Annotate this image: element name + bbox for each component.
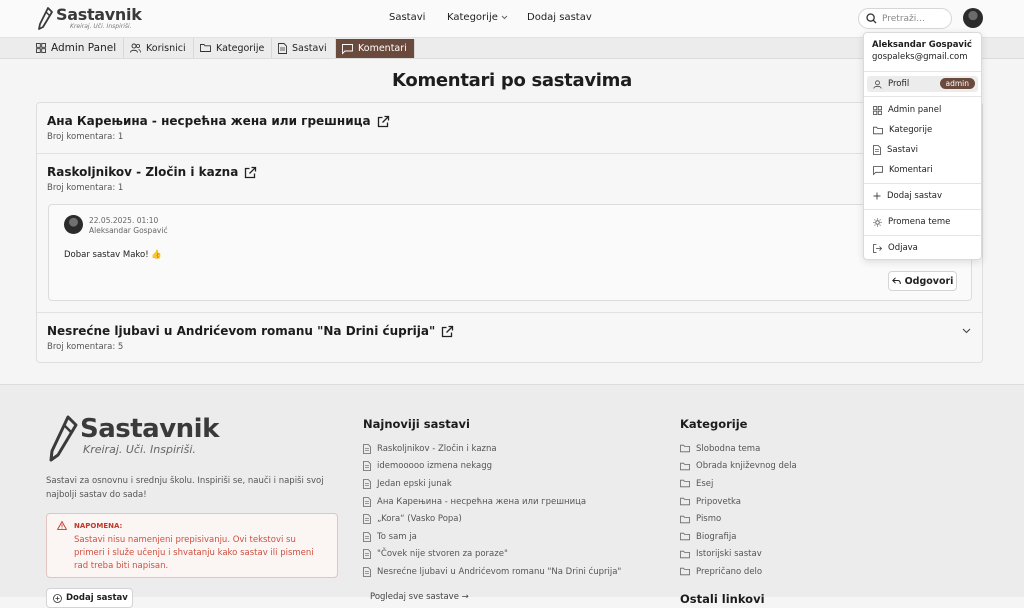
folder-icon [680,532,690,541]
folder-icon [680,515,690,524]
folder-icon [680,497,690,506]
essay-title: Nesrećne ljubavi u Andrićevom romanu "Na Drini ćuprija" [47,324,436,338]
essay-section[interactable] [37,103,982,154]
nav-kategorije-dropdown[interactable] [447,12,517,23]
category-link[interactable] [680,458,797,476]
comment-count: Broj komentara: 1 [47,132,124,142]
document-icon [363,497,371,507]
category-link[interactable] [680,546,797,564]
folder-icon [873,126,883,135]
folder-icon [680,479,690,488]
document-icon [363,479,371,489]
divider [864,71,981,72]
dropdown-item-promena-teme[interactable] [867,214,978,230]
latest-essay-title: Ана Карењина - несрећна жена или грешница [377,496,587,507]
folder-icon [680,550,690,559]
chevron-down-icon [501,15,508,20]
category-link[interactable] [680,440,797,458]
latest-essay-link[interactable] [363,563,621,581]
dropdown-user-email: gospaleks@gmail.com [872,52,968,62]
latest-essay-title: Jedan epski junak [377,478,452,489]
warning-icon [57,521,67,530]
comment-author: Aleksandar Gospavić [89,226,168,235]
document-icon [873,145,881,155]
category-label: Prepričano delo [696,566,763,577]
dropdown-item-label: Odjava [888,243,918,253]
comment-count: Broj komentara: 5 [47,342,124,352]
page-title: Komentari po sastavima [392,70,632,91]
latest-essay-link[interactable] [363,475,621,493]
divider [864,235,981,236]
latest-essay-link[interactable] [363,528,621,546]
admin-tab-kategorije[interactable] [194,38,272,58]
latest-essay-link[interactable] [363,510,621,528]
nav-sastavi-link[interactable]: Sastavi [389,12,426,23]
category-label: Pismo [696,514,722,525]
dropdown-item-label: Kategorije [889,125,933,135]
nav-dodaj-sastav-link[interactable]: Dodaj sastav [527,12,592,23]
user-icon [873,80,882,89]
other-links-heading: Ostali linkovi [680,592,765,606]
plus-icon [873,192,881,200]
external-link-icon[interactable] [244,166,257,179]
essay-title-link[interactable] [47,165,257,179]
latest-essay-title: Raskoljnikov - Zločin i kazna [377,443,497,454]
comment-icon [873,166,883,175]
comment-text: Dobar sastav Mako! 👍 [64,250,162,260]
divider [864,96,981,97]
dropdown-item-label: Komentari [889,165,933,175]
grid-icon [873,106,882,115]
dropdown-item-profil[interactable] [867,76,978,92]
admin-tab-label: Kategorije [216,42,265,54]
category-link[interactable] [680,493,797,511]
latest-essays-list [363,440,621,581]
admin-tab-komentari[interactable] [336,39,415,58]
brand-tagline: Kreiraj. Uči. Inspiriši. [70,23,132,30]
view-all-essays-link[interactable]: Pogledaj sve sastave → [370,592,469,602]
folder-icon [680,567,690,576]
footer-brand-tagline: Kreiraj. Uči. Inspiriši. [83,443,196,456]
brand-name: Sastavnik [56,5,142,24]
category-link[interactable] [680,528,797,546]
latest-essay-title: „Kora“ (Vasko Popa) [377,514,462,525]
category-link[interactable] [680,563,797,581]
essay-title-link[interactable] [47,114,390,128]
essay-section[interactable] [37,313,982,363]
footer-logo[interactable] [48,415,219,463]
comments-card [36,102,983,363]
dropdown-item-admin-panel[interactable] [867,102,978,118]
divider [864,183,981,184]
dropdown-item-komentari[interactable] [867,162,978,178]
footer-brand-name: Sastavnik [80,414,219,444]
dropdown-item-label: Profil [888,79,910,89]
admin-tab-label: Komentari [358,43,407,54]
latest-essay-link[interactable] [363,458,621,476]
document-icon [363,567,371,577]
dropdown-item-sastavi[interactable] [867,142,978,158]
category-label: Istorijski sastav [696,549,762,560]
essay-title: Raskoljnikov - Zločin i kazna [47,165,239,179]
dropdown-item-label: Admin panel [888,105,942,115]
essay-title: Ана Карењина - несрећна жена или грешница [47,114,371,128]
footer [0,384,1024,606]
dropdown-item-label: Promena teme [888,217,951,227]
grid-icon [36,43,46,53]
reply-icon [892,277,901,285]
logout-icon [873,244,882,253]
admin-tab-panel[interactable] [30,38,124,58]
dropdown-item-kategorije[interactable] [867,122,978,138]
footer-add-button[interactable] [46,588,133,608]
search-icon [866,13,877,24]
latest-essay-title: "Čovek nije stvoren za poraze" [377,549,508,560]
avatar [64,215,83,234]
users-icon [130,43,141,53]
comment-count: Broj komentara: 1 [47,183,124,193]
dropdown-item-odjava[interactable] [867,240,978,256]
admin-tab-sastavi[interactable] [272,38,336,58]
warning-note [46,513,338,578]
admin-tab-korisnici[interactable] [124,38,194,58]
comment-icon [342,44,353,54]
chevron-down-icon[interactable] [962,328,971,334]
reply-label: Odgovori [904,275,954,287]
categories-heading: Kategorije [680,417,748,431]
role-badge: admin [940,78,976,89]
dropdown-item-dodaj-sastav[interactable] [867,188,978,204]
sun-icon [873,218,882,227]
latest-essay-link[interactable] [363,440,621,458]
categories-list [680,440,797,581]
warning-text: Sastavi nisu namenjeni prepisivanju. Ovi tekstovi su primeri i služe učenju i shvatanju kako sastav ili pismeni rad treba biti napisan. [74,535,314,571]
category-label: Biografija [696,531,737,542]
user-dropdown-menu [863,32,982,260]
footer-add-label: Dodaj sastav [66,593,128,603]
latest-essays-heading: Najnoviji sastavi [363,417,470,431]
dropdown-user-name: Aleksandar Gospavić [872,40,972,50]
comment-date: 22.05.2025. 01:10 [89,216,159,225]
dropdown-item-label: Dodaj sastav [887,191,943,201]
search-input[interactable] [882,14,948,24]
admin-tab-label: Sastavi [292,42,327,54]
warning-title: NAPOMENA: [74,522,123,530]
external-link-icon[interactable] [377,115,390,128]
latest-essay-title: To sam ja [377,531,417,542]
nav-kategorije-label: Kategorije [447,12,498,23]
category-label: Obrada književnog dela [696,461,797,472]
dropdown-item-label: Sastavi [887,145,918,155]
pen-logo-icon [38,7,54,31]
divider [864,209,981,210]
category-label: Esej [696,478,714,489]
brand-logo[interactable] [38,7,142,31]
plus-circle-icon [53,594,62,603]
footer-description: Sastavi za osnovnu i srednju školu. Inspiriši se, nauči i napiši svoj najbolji sastav do sada! [46,476,324,500]
pen-logo-icon [48,415,78,463]
folder-icon [200,43,211,53]
latest-essay-title: Nesrećne ljubavi u Andrićevom romanu "Na Drini ćuprija" [377,566,622,577]
comment-item [48,204,972,301]
reply-button[interactable] [888,271,957,291]
admin-tab-label: Admin Panel [51,42,117,54]
category-label: Pripovetka [696,496,742,507]
category-link[interactable] [680,510,797,528]
document-icon [363,444,371,454]
search-box[interactable] [858,8,952,29]
latest-essay-link[interactable] [363,546,621,564]
document-icon [363,549,371,559]
document-icon [278,43,287,54]
essay-title-link[interactable] [47,324,454,338]
latest-essay-link[interactable] [363,493,621,511]
admin-tab-label: Korisnici [146,42,186,54]
document-icon [363,532,371,542]
latest-essay-title: idemooooo izmena nekagg [377,461,492,472]
document-icon [363,461,371,471]
external-link-icon[interactable] [441,325,454,338]
folder-icon [680,444,690,453]
folder-icon [680,462,690,471]
user-avatar-button[interactable] [963,8,983,28]
category-label: Slobodna tema [696,443,761,454]
category-link[interactable] [680,475,797,493]
document-icon [363,514,371,524]
